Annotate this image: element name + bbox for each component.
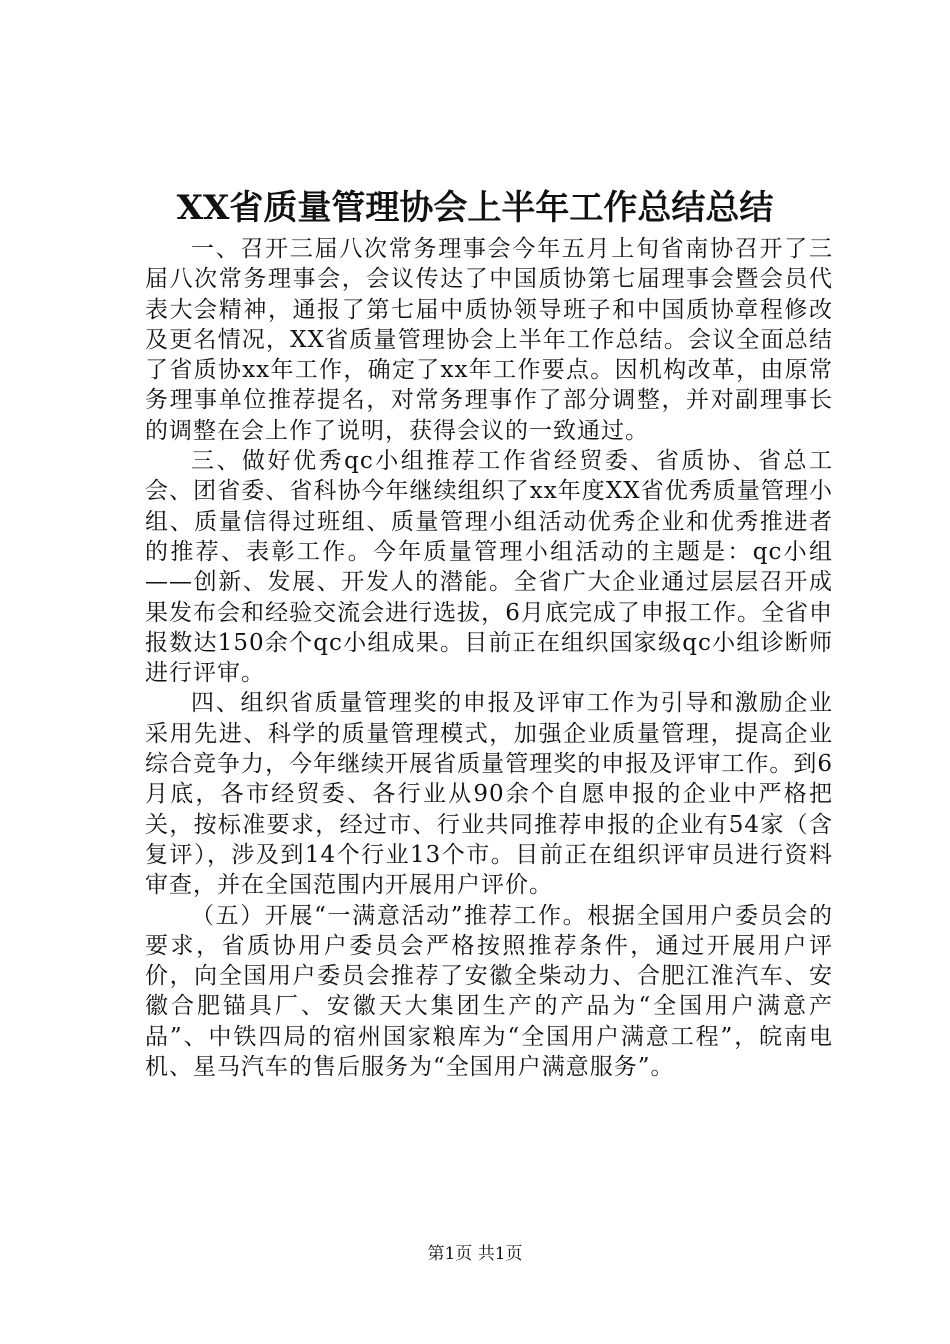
document-title: XX省质量管理协会上半年工作总结总结 bbox=[176, 188, 774, 228]
paragraph-standing-council-meeting: 一、召开三届八次常务理事会今年五月上旬省南协召开了三届八次常务理事会，会议传达了中国质协第七届理事会暨会员代表大会精神，通报了第七届中质协领导班子和中国质协章程修改及更名情况，XX省质量管理协会上半年工作总结。会议全面总结了省质协xx年工作，确定了xx年工作要点。因机构改革，由原常务理事单位推荐提名，对常务理事作了部分调整，并对副理事长的调整在会上作了说明，获得会议的一致通过。 bbox=[145, 236, 833, 444]
paragraph-quality-award-review: 四、组织省质量管理奖的申报及评审工作为引导和激励企业采用先进、科学的质量管理模式，加强企业质量管理，提高企业综合竞争力，今年继续开展省质量管理奖的申报及评审工作。到6月底，各市经贸委、各行业从90余个自愿申报的企业中严格把关，按标准要求，经过市、行业共同推荐申报的企业有54家（含复评），涉及到14个行业13个市。目前正在组织评审员进行资料审查，并在全国范围内开展用户评价。 bbox=[145, 690, 833, 899]
page-footer: 第1页 共1页 bbox=[427, 1244, 523, 1264]
paragraph-qc-group-recommendation: 三、做好优秀qc小组推荐工作省经贸委、省质协、省总工会、团省委、省科协今年继续组织了xx年度XX省优秀质量管理小组、质量信得过班组、质量管理小组活动优秀企业和优秀推进者的推荐、表彰工作。今年质量管理小组活动的主题是：qc小组——创新、发展、开发人的潜能。全省广大企业通过层层召开成果发布会和经验交流会进行选拔，6月底完成了申报工作。全省申报数达150余个qc小组成果。目前正在组织国家级qc小组诊断师进行评审。 bbox=[145, 448, 833, 687]
document-body bbox=[145, 234, 833, 1082]
paragraph-user-satisfaction-activity: （五）开展“一满意活动”推荐工作。根据全国用户委员会的要求，省质协用户委员会严格按照推荐条件，通过开展用户评价，向全国用户委员会推荐了安徽全柴动力、合肥江淮汽车、安徽合肥锚具厂、安徽天大集团生产的产品为“全国用户满意产品”、中铁四局的宿州国家粮库为“全国用户满意工程”，皖南电机、星马汽车的售后服务为“全国用户满意服务”。 bbox=[145, 902, 833, 1081]
